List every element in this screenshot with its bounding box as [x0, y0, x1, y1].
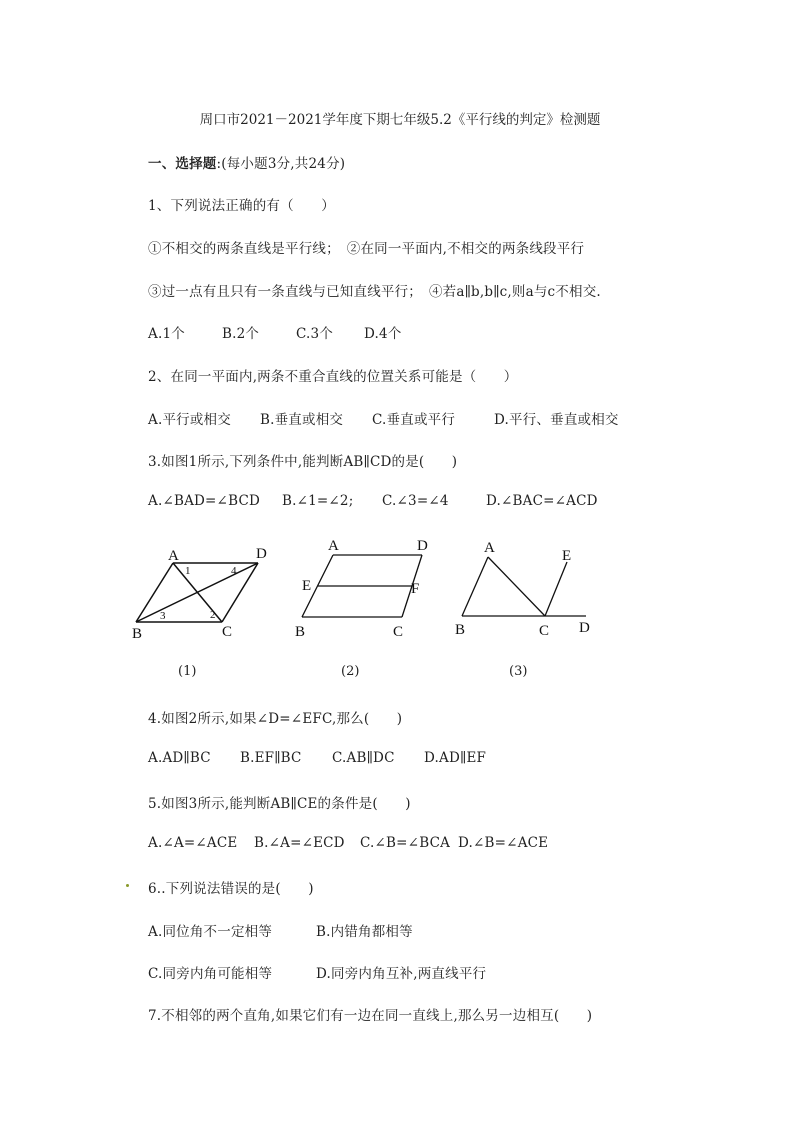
- question-1-stem: 1、下列说法正确的有（ ）: [148, 198, 335, 214]
- question-6-stem: 6..下列说法错误的是( ): [148, 881, 314, 897]
- option-c: C.∠B=∠BCA: [360, 835, 451, 851]
- figure-3-triangle: [450, 534, 600, 644]
- angle-2-label: 2: [210, 609, 216, 621]
- section-heading: [148, 152, 345, 172]
- question-7-stem: 7.不相邻的两个直角,如果它们有一边在同一直线上,那么另一边相互( ): [148, 1008, 593, 1024]
- option-c: C.同旁内角可能相等: [148, 966, 273, 982]
- option-a: A.平行或相交: [148, 412, 231, 428]
- question-6-options-row-1: [148, 920, 413, 940]
- option-c: C.∠3=∠4: [382, 493, 449, 509]
- question-3-stem: 3.如图1所示,下列条件中,能判断AB∥CD的是( ): [148, 454, 458, 470]
- segment-ce: [545, 562, 567, 616]
- option-a: A.同位角不一定相等: [148, 924, 273, 940]
- question-1-statement-1: ①不相交的两条直线是平行线； ②在同一平面内,不相交的两条线段平行: [148, 241, 585, 257]
- figure-2-parallelogram: [290, 532, 440, 644]
- option-b: B.EF∥BC: [240, 750, 302, 766]
- label-d: D: [256, 546, 267, 562]
- question-2-stem: 2、在同一平面内,两条不重合直线的位置关系可能是（ ）: [148, 369, 518, 385]
- segment-ba: [462, 557, 488, 616]
- option-c: C.AB∥DC: [332, 750, 395, 766]
- question-2-options: [148, 408, 619, 428]
- angle-1-label: 1: [185, 565, 191, 577]
- figure-2-caption: (2): [341, 664, 360, 679]
- document-title: 周口市2021－2021学年度下期七年级5.2《平行线的判定》检测题: [199, 112, 601, 128]
- label-a: A: [328, 538, 339, 554]
- option-b: B.垂直或相交: [260, 412, 344, 428]
- option-c: C.3个: [296, 326, 334, 342]
- label-c: C: [222, 624, 233, 640]
- question-1-statement-2: ③过一点有且只有一条直线与已知直线平行； ④若a∥b,b∥c,则a与c不相交.: [148, 284, 601, 300]
- option-c: C.垂直或平行: [372, 412, 456, 428]
- option-a: A.AD∥BC: [148, 750, 211, 766]
- option-b: B.∠1=∠2;: [282, 493, 354, 509]
- option-b: B.2个: [222, 326, 260, 342]
- segment-ac: [488, 557, 545, 616]
- option-a: A.∠BAD=∠BCD: [148, 493, 260, 509]
- label-a: A: [168, 548, 179, 564]
- label-e: E: [302, 578, 312, 594]
- option-d: D.∠B=∠ACE: [458, 835, 549, 851]
- option-d: D.同旁内角互补,两直线平行: [316, 966, 487, 982]
- question-5-stem: 5.如图3所示,能判断AB∥CE的条件是( ): [148, 796, 411, 812]
- question-4-options: [148, 750, 486, 766]
- option-b: B.内错角都相等: [316, 924, 413, 940]
- margin-mark: [126, 884, 129, 887]
- question-5-options: [148, 835, 548, 851]
- label-d: D: [417, 538, 428, 554]
- question-4-stem: 4.如图2所示,如果∠D=∠EFC,那么( ): [148, 711, 403, 727]
- label-e: E: [562, 548, 572, 564]
- question-6-options-row-2: [148, 962, 486, 982]
- label-b: B: [295, 624, 306, 640]
- figure-3-caption: (3): [509, 664, 528, 679]
- label-d: D: [579, 620, 590, 636]
- question-1-options: [148, 322, 402, 342]
- label-c: C: [539, 623, 550, 639]
- label-f: F: [411, 581, 420, 597]
- section-note: :(每小题3分,共24分): [216, 156, 346, 172]
- label-b: B: [132, 626, 143, 642]
- option-d: D.AD∥EF: [424, 750, 487, 766]
- figure-1-caption: (1): [178, 664, 197, 679]
- option-b: B.∠A=∠ECD: [254, 835, 345, 851]
- option-d: D.平行、垂直或相交: [494, 412, 619, 428]
- option-a: A.∠A=∠ACE: [148, 835, 238, 851]
- label-a: A: [484, 540, 495, 556]
- option-d: D.4个: [364, 326, 402, 342]
- angle-4-label: 4: [231, 565, 237, 577]
- question-3-options: [148, 493, 598, 509]
- angle-3-label: 3: [160, 610, 166, 622]
- label-c: C: [393, 624, 404, 640]
- label-b: B: [455, 622, 466, 638]
- section-label: 一、选择题: [148, 156, 217, 172]
- option-a: A.1个: [148, 326, 185, 342]
- figure-1-parallelogram: [128, 536, 278, 646]
- option-d: D.∠BAC=∠ACD: [486, 493, 598, 509]
